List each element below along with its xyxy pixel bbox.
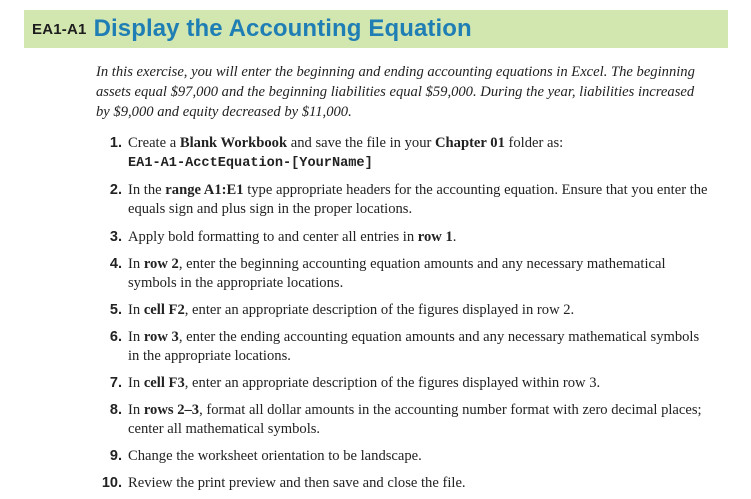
step-item — [96, 255, 711, 293]
step-text: In — [128, 402, 144, 418]
step-text: Apply bold formatting to and center all entries in — [128, 229, 418, 245]
step-text: In — [128, 302, 144, 318]
step-text: , enter the ending accounting equation amounts and any necessary mathematical symbols in the appropriate locations. — [128, 329, 700, 364]
step-number: 9. — [109, 448, 122, 464]
step-item — [96, 328, 711, 366]
step-text: In — [128, 256, 144, 272]
step-text: folder as: — [504, 135, 564, 151]
step-text: and save the file in your — [287, 135, 435, 151]
step-emphasis: rows 2–3 — [143, 402, 200, 418]
step-emphasis: cell F2 — [143, 302, 185, 318]
step-number: 1. — [109, 135, 122, 151]
exercise-header — [24, 10, 728, 48]
step-number: 4. — [109, 256, 122, 272]
step-item — [96, 181, 711, 219]
step-number: 6. — [109, 329, 122, 345]
step-text: , enter an appropriate description of the figures displayed in row 2. — [184, 302, 575, 318]
step-text: In the — [128, 182, 166, 198]
step-item — [96, 301, 711, 320]
step-item — [96, 134, 711, 173]
step-text: type appropriate headers for the accounting equation. Ensure that you enter the equals sign and plus sign in the proper locations. — [128, 182, 708, 217]
step-number: 10. — [101, 475, 122, 491]
step-emphasis: Blank Workbook — [179, 135, 288, 151]
step-number: 2. — [109, 182, 122, 198]
exercise-intro: In this exercise, you will enter the beginning and ending accounting equations in Excel. The beginning assets equal $97,000 and the beginning liabilities equal $59,000. During the year, liabilities increased by $9,000 and equity decreased by $11,000. — [96, 64, 695, 120]
step-item — [96, 447, 711, 466]
step-text: Change the worksheet orientation to be landscape. — [128, 448, 422, 464]
step-number: 8. — [109, 402, 122, 418]
step-item — [96, 374, 711, 393]
step-text: . — [452, 229, 457, 245]
step-item — [96, 474, 711, 493]
exercise-code: EA1-A1 — [32, 20, 87, 38]
exercise-title: Display the Accounting Equation — [93, 15, 472, 42]
file-name: EA1-A1-AcctEquation-[YourName] — [128, 156, 373, 171]
step-emphasis: row 1 — [417, 229, 453, 245]
step-number: 3. — [109, 229, 122, 245]
step-item — [96, 401, 711, 439]
step-emphasis: cell F3 — [143, 375, 185, 391]
step-text: In — [128, 329, 144, 345]
step-emphasis: range A1:E1 — [165, 182, 244, 198]
step-emphasis: row 3 — [143, 329, 179, 345]
step-text: In — [128, 375, 144, 391]
step-number: 5. — [109, 302, 122, 318]
step-text: , enter the beginning accounting equation amounts and any necessary mathematical symbols in the appropriate locations. — [128, 256, 666, 291]
step-text: Create a — [128, 135, 180, 151]
step-number: 7. — [109, 375, 122, 391]
step-emphasis: Chapter 01 — [435, 135, 505, 151]
step-text: Review the print preview and then save and close the file. — [128, 475, 466, 491]
steps-list — [96, 134, 711, 493]
step-item — [96, 228, 711, 247]
step-text: , enter an appropriate description of the figures displayed within row 3. — [184, 375, 601, 391]
step-emphasis: row 2 — [143, 256, 179, 272]
step-text: , format all dollar amounts in the accounting number format with zero decimal places; center all mathematical symbols. — [128, 402, 702, 437]
